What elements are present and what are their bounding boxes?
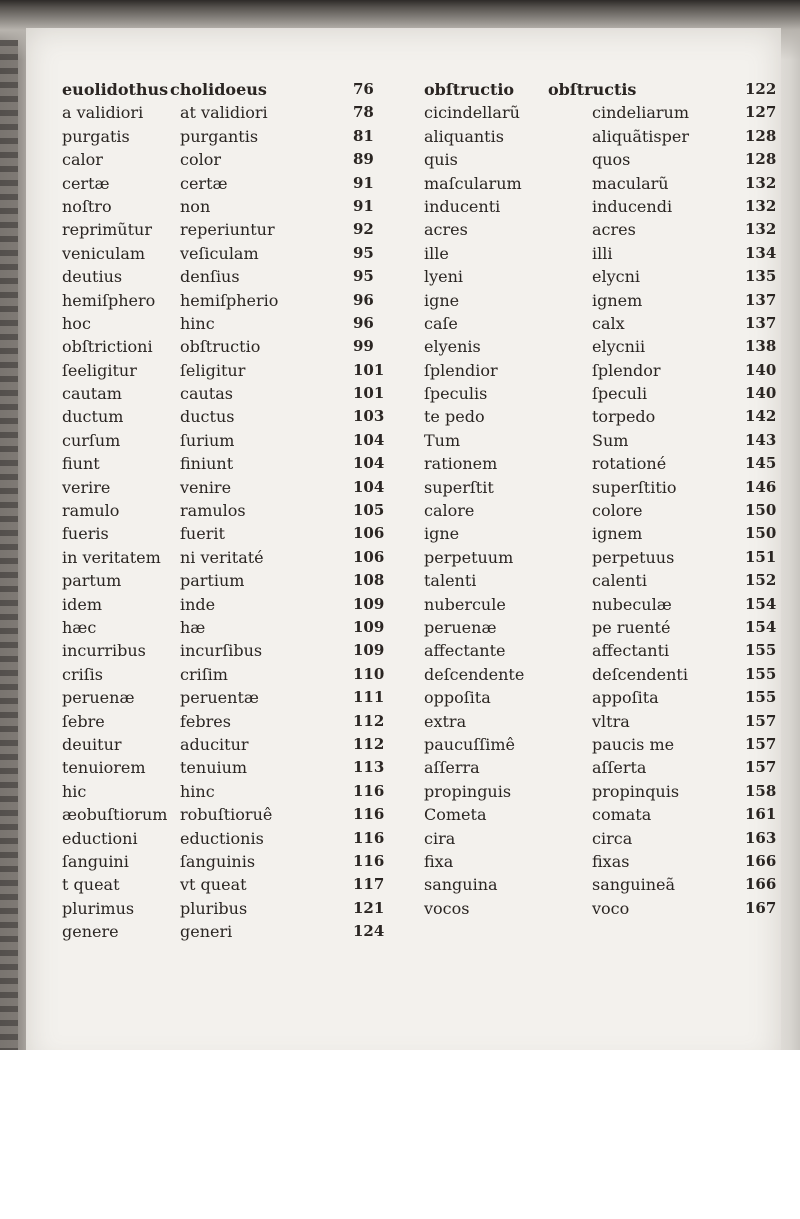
correction-word: hinc xyxy=(180,781,215,801)
errata-row xyxy=(424,289,777,312)
erratum-word: quis xyxy=(424,150,458,170)
erratum-word: idem xyxy=(62,594,102,614)
page-number: 135 xyxy=(745,267,777,286)
page-number: 150 xyxy=(745,524,777,543)
correction-word: Sum xyxy=(592,430,629,450)
page-number: 116 xyxy=(353,851,385,870)
correction-word: at validiori xyxy=(180,103,268,123)
errata-row xyxy=(62,78,402,101)
erratum-word: cicindellarũ xyxy=(424,103,520,123)
correction-word: cautas xyxy=(180,384,233,404)
erratum-word: euolidothus xyxy=(62,80,169,99)
erratum-word: hic xyxy=(62,781,87,801)
erratum-word: reprimũtur xyxy=(62,220,152,240)
erratum-word: nubercule xyxy=(424,594,506,614)
page-number: 116 xyxy=(353,805,385,824)
errata-row xyxy=(424,897,777,920)
page-number: 76 xyxy=(353,80,374,98)
errata-row xyxy=(62,686,402,709)
erratum-word: ductum xyxy=(62,407,124,427)
errata-row xyxy=(62,429,402,452)
page-number: 142 xyxy=(745,407,777,426)
page-number: 122 xyxy=(745,80,777,98)
erratum-word: rationem xyxy=(424,454,498,474)
page-number: 112 xyxy=(353,711,385,730)
correction-word: generi xyxy=(180,922,233,942)
correction-word: macularũ xyxy=(592,173,669,193)
errata-row xyxy=(62,803,402,826)
errata-row xyxy=(424,452,777,475)
erratum-word: partum xyxy=(62,571,122,591)
correction-word: voco xyxy=(592,898,630,918)
page-number: 167 xyxy=(745,898,777,917)
erratum-word: hoc xyxy=(62,313,91,333)
errata-row xyxy=(424,359,777,382)
page-number: 151 xyxy=(745,547,777,566)
page-number: 161 xyxy=(745,805,777,824)
page-number: 128 xyxy=(745,126,777,145)
errata-row xyxy=(62,359,402,382)
correction-word: ni veritaté xyxy=(180,547,264,567)
erratum-word: a validiori xyxy=(62,103,144,123)
erratum-word: extra xyxy=(424,711,467,731)
page-number: 96 xyxy=(353,313,374,332)
correction-word: ſplendor xyxy=(592,360,661,380)
page-number: 132 xyxy=(745,173,777,192)
erratum-word: cautam xyxy=(62,384,122,404)
errata-row xyxy=(424,242,777,265)
erratum-word: calore xyxy=(424,501,475,521)
page-number: 146 xyxy=(745,477,777,496)
book-binding xyxy=(0,40,18,1050)
correction-word: pe ruenté xyxy=(592,617,671,637)
errata-row xyxy=(62,873,402,896)
correction-word: aſſerta xyxy=(592,758,647,778)
page-number: 124 xyxy=(353,922,385,941)
page-number: 145 xyxy=(745,454,777,473)
errata-row xyxy=(62,780,402,803)
erratum-word: igne xyxy=(424,290,460,310)
errata-row xyxy=(62,733,402,756)
page-number: 128 xyxy=(745,150,777,169)
page-number: 95 xyxy=(353,267,374,286)
errata-row xyxy=(424,78,777,101)
book-page xyxy=(26,28,781,1068)
page-number: 166 xyxy=(745,875,777,894)
correction-word: sanguineã xyxy=(592,875,676,895)
correction-word: comata xyxy=(592,805,652,825)
blank-margin xyxy=(0,1050,800,1219)
errata-row xyxy=(424,616,777,639)
correction-word: deſcendenti xyxy=(592,664,688,684)
erratum-word: deſcendente xyxy=(424,664,525,684)
erratum-word: igne xyxy=(424,524,460,544)
correction-word: vt queat xyxy=(180,875,247,895)
erratum-word: ſpeculis xyxy=(424,384,488,404)
page-number: 106 xyxy=(353,547,385,566)
correction-word: color xyxy=(180,150,221,170)
page-number: 105 xyxy=(353,501,385,520)
erratum-word: obſtructio xyxy=(424,80,515,99)
errata-row xyxy=(62,405,402,428)
erratum-word: oppoſita xyxy=(424,688,491,708)
page-number: 150 xyxy=(745,501,777,520)
correction-word: ramulos xyxy=(180,501,246,521)
errata-row xyxy=(424,827,777,850)
page-number: 132 xyxy=(745,196,777,215)
page-number: 103 xyxy=(353,407,385,426)
errata-row xyxy=(424,476,777,499)
errata-row xyxy=(62,265,402,288)
erratum-word: aſſerra xyxy=(424,758,480,778)
page-number: 134 xyxy=(745,243,777,262)
errata-row xyxy=(424,499,777,522)
erratum-word: noſtro xyxy=(62,196,112,216)
errata-row xyxy=(424,195,777,218)
errata-left-column xyxy=(62,78,402,943)
correction-word: tenuium xyxy=(180,758,248,778)
errata-row xyxy=(62,663,402,686)
page-number: 127 xyxy=(745,103,777,122)
correction-word: paucis me xyxy=(592,734,675,754)
correction-word: acres xyxy=(592,220,636,240)
erratum-word: calor xyxy=(62,150,103,170)
page-number: 152 xyxy=(745,571,777,590)
errata-row xyxy=(62,522,402,545)
correction-word: febres xyxy=(180,711,231,731)
page-number: 91 xyxy=(353,173,374,192)
errata-row xyxy=(424,756,777,779)
correction-word: robuſtioruê xyxy=(180,805,273,825)
errata-row xyxy=(424,405,777,428)
correction-word: circa xyxy=(592,828,633,848)
page-number: 143 xyxy=(745,430,777,449)
errata-row xyxy=(62,101,402,124)
errata-row xyxy=(424,546,777,569)
errata-row xyxy=(62,382,402,405)
correction-word: criſim xyxy=(180,664,228,684)
page-number: 166 xyxy=(745,851,777,870)
page-number: 113 xyxy=(353,758,385,777)
errata-row xyxy=(424,639,777,662)
page-number: 109 xyxy=(353,594,385,613)
correction-word: eductionis xyxy=(180,828,264,848)
errata-row xyxy=(424,780,777,803)
erratum-word: fiunt xyxy=(62,454,100,474)
page-number: 104 xyxy=(353,454,385,473)
erratum-word: lyeni xyxy=(424,267,464,287)
errata-row xyxy=(424,382,777,405)
page-number: 116 xyxy=(353,781,385,800)
erratum-word: incurribus xyxy=(62,641,146,661)
erratum-word: genere xyxy=(62,922,119,942)
correction-word: aliquãtisper xyxy=(592,126,689,146)
errata-row xyxy=(424,686,777,709)
erratum-word: deutius xyxy=(62,267,123,287)
correction-word: calenti xyxy=(592,571,647,591)
erratum-word: peruenæ xyxy=(62,688,135,708)
correction-word: torpedo xyxy=(592,407,656,427)
errata-row xyxy=(424,593,777,616)
erratum-word: peruenæ xyxy=(424,617,497,637)
correction-word: non xyxy=(180,196,211,216)
page-number: 91 xyxy=(353,196,374,215)
errata-row xyxy=(424,265,777,288)
errata-row xyxy=(62,218,402,241)
correction-word: hæ xyxy=(180,617,206,637)
page-number: 111 xyxy=(353,688,385,707)
erratum-word: superſtit xyxy=(424,477,494,497)
correction-word: elycnii xyxy=(592,337,646,357)
errata-row xyxy=(424,663,777,686)
page-number: 92 xyxy=(353,220,374,239)
correction-word: ſanguinis xyxy=(180,851,256,871)
errata-row xyxy=(424,125,777,148)
page-number: 104 xyxy=(353,477,385,496)
correction-word: obſtructis xyxy=(548,80,637,99)
erratum-word: purgatis xyxy=(62,126,130,146)
errata-row xyxy=(424,218,777,241)
erratum-word: ſplendior xyxy=(424,360,498,380)
correction-word: ſpeculi xyxy=(592,384,648,404)
correction-word: obſtructio xyxy=(180,337,261,357)
erratum-word: deuitur xyxy=(62,734,122,754)
erratum-word: fixa xyxy=(424,851,454,871)
correction-word: ſurium xyxy=(180,430,235,450)
page-number: 99 xyxy=(353,337,374,356)
page-number: 112 xyxy=(353,734,385,753)
erratum-word: eductioni xyxy=(62,828,138,848)
page-number: 95 xyxy=(353,243,374,262)
correction-word: ignem xyxy=(592,524,643,544)
errata-row xyxy=(424,101,777,124)
correction-word: appoſita xyxy=(592,688,659,708)
erratum-word: talenti xyxy=(424,571,477,591)
erratum-word: cira xyxy=(424,828,456,848)
correction-word: reperiuntur xyxy=(180,220,275,240)
correction-word: ignem xyxy=(592,290,643,310)
errata-row xyxy=(62,593,402,616)
errata-row xyxy=(62,195,402,218)
errata-row xyxy=(62,452,402,475)
erratum-word: hæc xyxy=(62,617,97,637)
correction-word: cholidoeus xyxy=(170,80,267,99)
correction-word: cindeliarum xyxy=(592,103,689,123)
correction-word: illi xyxy=(592,243,613,263)
erratum-word: curſum xyxy=(62,430,121,450)
page-number: 137 xyxy=(745,290,777,309)
page-number: 78 xyxy=(353,103,374,122)
correction-word: ductus xyxy=(180,407,235,427)
correction-word: elycni xyxy=(592,267,641,287)
erratum-word: veniculam xyxy=(62,243,146,263)
page-number: 163 xyxy=(745,828,777,847)
errata-row xyxy=(424,312,777,335)
erratum-word: in veritatem xyxy=(62,547,161,567)
erratum-word: certæ xyxy=(62,173,110,193)
errata-row xyxy=(424,733,777,756)
errata-row xyxy=(424,429,777,452)
correction-word: colore xyxy=(592,501,643,521)
errata-row xyxy=(62,335,402,358)
page-number: 158 xyxy=(745,781,777,800)
page-number: 155 xyxy=(745,641,777,660)
erratum-word: inducenti xyxy=(424,196,501,216)
page-number: 140 xyxy=(745,360,777,379)
correction-word: rotationé xyxy=(592,454,667,474)
errata-row xyxy=(62,242,402,265)
erratum-word: vocos xyxy=(424,898,470,918)
erratum-word: paucuſſimê xyxy=(424,734,515,754)
errata-row xyxy=(62,125,402,148)
correction-word: denſius xyxy=(180,267,240,287)
erratum-word: Cometa xyxy=(424,805,487,825)
errata-row xyxy=(424,710,777,733)
page-number: 121 xyxy=(353,898,385,917)
page-number: 110 xyxy=(353,664,385,683)
errata-row xyxy=(62,476,402,499)
erratum-word: sanguina xyxy=(424,875,498,895)
errata-row xyxy=(62,499,402,522)
correction-word: venire xyxy=(180,477,232,497)
errata-row xyxy=(424,569,777,592)
correction-word: certæ xyxy=(180,173,228,193)
correction-word: quos xyxy=(592,150,631,170)
erratum-word: fueris xyxy=(62,524,109,544)
erratum-word: ſeeligitur xyxy=(62,360,137,380)
correction-word: affectanti xyxy=(592,641,670,661)
errata-right-column xyxy=(424,78,777,920)
page-number: 106 xyxy=(353,524,385,543)
correction-word: hemiſpherio xyxy=(180,290,279,310)
page-number: 137 xyxy=(745,313,777,332)
errata-row xyxy=(62,546,402,569)
errata-row xyxy=(424,803,777,826)
correction-word: superſtitio xyxy=(592,477,677,497)
errata-row xyxy=(62,289,402,312)
erratum-word: t queat xyxy=(62,875,120,895)
erratum-word: obſtrictioni xyxy=(62,337,153,357)
errata-row xyxy=(424,873,777,896)
correction-word: inducendi xyxy=(592,196,673,216)
erratum-word: criſis xyxy=(62,664,103,684)
page-number: 157 xyxy=(745,758,777,777)
correction-word: hinc xyxy=(180,313,215,333)
errata-row xyxy=(62,639,402,662)
erratum-word: propinguis xyxy=(424,781,512,801)
errata-row xyxy=(424,335,777,358)
correction-word: finiunt xyxy=(180,454,234,474)
errata-row xyxy=(62,312,402,335)
erratum-word: ille xyxy=(424,243,449,263)
page-number: 155 xyxy=(745,664,777,683)
correction-word: fuerit xyxy=(180,524,225,544)
page-number: 157 xyxy=(745,734,777,753)
errata-row xyxy=(62,897,402,920)
page-number: 101 xyxy=(353,360,385,379)
page-number: 157 xyxy=(745,711,777,730)
page-number: 89 xyxy=(353,150,374,169)
correction-word: fixas xyxy=(592,851,630,871)
erratum-word: te pedo xyxy=(424,407,485,427)
correction-word: vltra xyxy=(592,711,630,731)
erratum-word: caſe xyxy=(424,313,458,333)
correction-word: peruentæ xyxy=(180,688,259,708)
errata-row xyxy=(62,148,402,171)
correction-word: partium xyxy=(180,571,245,591)
erratum-word: ramulo xyxy=(62,501,120,521)
page-number: 138 xyxy=(745,337,777,356)
page-number: 96 xyxy=(353,290,374,309)
correction-word: propinquis xyxy=(592,781,680,801)
errata-row xyxy=(62,850,402,873)
page-number: 108 xyxy=(353,571,385,590)
page-number: 132 xyxy=(745,220,777,239)
errata-row xyxy=(62,616,402,639)
erratum-word: ſebre xyxy=(62,711,105,731)
errata-row xyxy=(62,172,402,195)
erratum-word: aliquantis xyxy=(424,126,504,146)
page-number: 140 xyxy=(745,384,777,403)
page-number: 116 xyxy=(353,828,385,847)
errata-row xyxy=(62,920,402,943)
page-number: 81 xyxy=(353,126,374,145)
correction-word: calx xyxy=(592,313,625,333)
page-number: 104 xyxy=(353,430,385,449)
correction-word: purgantis xyxy=(180,126,259,146)
errata-row xyxy=(424,850,777,873)
erratum-word: verire xyxy=(62,477,111,497)
page-number: 155 xyxy=(745,688,777,707)
erratum-word: affectante xyxy=(424,641,506,661)
correction-word: perpetuus xyxy=(592,547,675,567)
errata-row xyxy=(424,148,777,171)
erratum-word: ſanguini xyxy=(62,851,129,871)
correction-word: nubeculæ xyxy=(592,594,672,614)
correction-word: pluribus xyxy=(180,898,248,918)
erratum-word: plurimus xyxy=(62,898,135,918)
correction-word: ſeligitur xyxy=(180,360,246,380)
errata-row xyxy=(62,569,402,592)
page-number: 154 xyxy=(745,617,777,636)
erratum-word: maſcularum xyxy=(424,173,522,193)
errata-row xyxy=(424,522,777,545)
errata-row xyxy=(62,710,402,733)
erratum-word: perpetuum xyxy=(424,547,514,567)
erratum-word: tenuiorem xyxy=(62,758,146,778)
page-number: 117 xyxy=(353,875,385,894)
erratum-word: elyenis xyxy=(424,337,481,357)
correction-word: veſiculam xyxy=(180,243,259,263)
page-number: 154 xyxy=(745,594,777,613)
page-number: 109 xyxy=(353,641,385,660)
erratum-word: acres xyxy=(424,220,468,240)
page-number: 101 xyxy=(353,384,385,403)
correction-word: inde xyxy=(180,594,216,614)
erratum-word: æobuſtiorum xyxy=(62,805,168,825)
errata-row xyxy=(62,756,402,779)
erratum-word: hemiſphero xyxy=(62,290,156,310)
page-number: 109 xyxy=(353,617,385,636)
correction-word: incurſibus xyxy=(180,641,263,661)
errata-row xyxy=(62,827,402,850)
errata-row xyxy=(424,172,777,195)
erratum-word: Tum xyxy=(424,430,461,450)
correction-word: aducitur xyxy=(180,734,249,754)
